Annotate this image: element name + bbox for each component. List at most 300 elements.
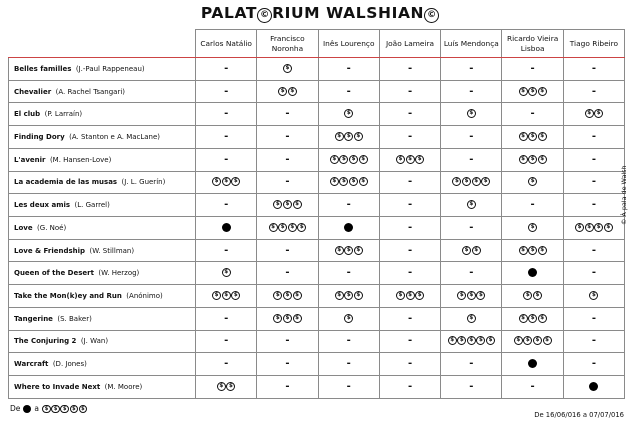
no-rating-dash: - xyxy=(285,244,290,256)
film-cell xyxy=(9,330,196,353)
coin-icon: $ xyxy=(293,291,302,300)
coin-icon: $ xyxy=(519,155,528,164)
critic-header: Francisco Noronha xyxy=(257,30,318,58)
coin-icon: $ xyxy=(396,155,405,164)
rating-cell xyxy=(441,103,502,126)
date-range: De 16/06/016 a 07/07/016 xyxy=(534,411,624,419)
coin-icon: $ xyxy=(293,314,302,323)
rating-cell xyxy=(563,376,624,399)
coin-icon: $ xyxy=(457,336,466,345)
film-title: Love & Friendship xyxy=(14,246,86,255)
coin-icon: $ xyxy=(448,336,457,345)
film-director: (D. Jones) xyxy=(52,360,87,369)
coin-icon: $ xyxy=(415,155,424,164)
rating-cell xyxy=(196,58,257,81)
film-row xyxy=(9,217,625,240)
film-rows xyxy=(9,58,625,399)
coin-icon: $ xyxy=(585,223,594,232)
coin-icon: $ xyxy=(523,291,532,300)
no-rating-dash: - xyxy=(285,108,290,120)
coin-icon: $ xyxy=(344,314,353,323)
coin-icon: $ xyxy=(476,336,485,345)
film-row xyxy=(9,376,625,399)
film-row xyxy=(9,262,625,285)
rating-cell xyxy=(318,307,379,330)
rating-cell xyxy=(441,239,502,262)
rating-cell xyxy=(196,103,257,126)
rating-cell xyxy=(563,126,624,149)
rating-cell xyxy=(318,353,379,376)
rating-cell xyxy=(379,330,440,353)
no-rating-dash: - xyxy=(407,108,413,120)
rating-cell xyxy=(257,376,318,399)
coin-icon: $ xyxy=(212,177,221,186)
coin-icon: $ xyxy=(415,291,424,300)
dot-icon xyxy=(222,223,231,232)
rating-cell xyxy=(257,194,318,217)
legend-coins xyxy=(42,404,87,413)
rating-cell xyxy=(563,103,624,126)
film-director: (W. Stillman) xyxy=(89,246,135,255)
coin-icon: $ xyxy=(297,223,306,232)
rating-cell xyxy=(441,376,502,399)
rating-cell xyxy=(196,330,257,353)
coin-icon: $ xyxy=(467,200,476,209)
critic-header: Tiago Ribeiro xyxy=(563,30,624,58)
no-rating-dash: - xyxy=(591,131,596,143)
coin-icon: $ xyxy=(273,314,282,323)
coin-icon: $ xyxy=(604,223,613,232)
rating-cell xyxy=(502,307,563,330)
rating-cell xyxy=(257,126,318,149)
coin-icon: $ xyxy=(528,132,537,141)
rating-cell xyxy=(257,103,318,126)
rating-cell xyxy=(441,194,502,217)
title-text-start: PALAT xyxy=(200,4,258,22)
no-rating-dash: - xyxy=(591,62,596,74)
rating-cell xyxy=(196,194,257,217)
film-title: Tangerine xyxy=(14,314,53,323)
coin-icon: $ xyxy=(528,87,537,96)
rating-cell xyxy=(379,353,440,376)
rating-cell xyxy=(441,217,502,240)
title-text-end: RIUM WALSHIAN xyxy=(272,4,425,22)
rating-cell xyxy=(441,148,502,171)
rating-cell xyxy=(196,126,257,149)
rating-cell xyxy=(318,217,379,240)
no-rating-dash: - xyxy=(224,131,229,143)
no-rating-dash: - xyxy=(591,85,596,97)
no-rating-dash: - xyxy=(530,108,535,120)
rating-cell xyxy=(257,353,318,376)
film-title: Finding Dory xyxy=(14,133,65,142)
critic-header: Inês Lourenço xyxy=(318,30,379,58)
rating-cell xyxy=(379,285,440,308)
rating-cell xyxy=(257,171,318,194)
rating-cell xyxy=(318,58,379,81)
rating-cell xyxy=(563,353,624,376)
film-cell xyxy=(9,239,196,262)
film-row xyxy=(9,80,625,103)
coin-icon: $ xyxy=(585,109,594,118)
coin-icon: $ xyxy=(231,177,240,186)
coin-icon: $ xyxy=(472,246,481,255)
critic-header: Luís Mendonça xyxy=(441,30,502,58)
film-director: (P. Larraín) xyxy=(44,110,83,119)
rating-cell xyxy=(563,80,624,103)
film-row xyxy=(9,58,625,81)
coin-icon: $ xyxy=(330,155,339,164)
rating-cell xyxy=(563,171,624,194)
film-cell xyxy=(9,262,196,285)
no-rating-dash: - xyxy=(346,358,351,370)
no-rating-dash: - xyxy=(469,62,474,74)
rating-cell xyxy=(379,171,440,194)
no-rating-dash: - xyxy=(224,358,229,370)
coin-icon: $ xyxy=(594,223,603,232)
film-director: (A. Rachel Tsangari) xyxy=(55,87,125,96)
no-rating-dash: - xyxy=(285,335,290,347)
film-row xyxy=(9,239,625,262)
rating-cell xyxy=(318,285,379,308)
film-cell xyxy=(9,148,196,171)
coin-icon: $ xyxy=(467,314,476,323)
coin-icon: $ xyxy=(354,246,363,255)
rating-cell xyxy=(379,58,440,81)
film-director: (J. L. Guerín) xyxy=(121,178,166,187)
film-director: (L. Garrel) xyxy=(74,201,110,210)
film-row xyxy=(9,103,625,126)
no-rating-dash: - xyxy=(530,381,535,393)
film-title: Queen of the Desert xyxy=(14,269,94,278)
rating-cell xyxy=(318,239,379,262)
coin-icon: $ xyxy=(543,336,552,345)
critic-header: João Lameira xyxy=(379,30,440,58)
rating-cell xyxy=(379,126,440,149)
rating-cell xyxy=(563,262,624,285)
rating-cell xyxy=(257,58,318,81)
coin-icon: $ xyxy=(222,291,231,300)
film-title: Take the Mon(k)ey and Run xyxy=(14,292,122,301)
film-title: El club xyxy=(14,110,41,119)
no-rating-dash: - xyxy=(469,85,474,97)
no-rating-dash: - xyxy=(346,199,351,211)
rating-cell xyxy=(379,80,440,103)
rating-cell xyxy=(502,376,563,399)
film-cell xyxy=(9,353,196,376)
rating-cell xyxy=(441,353,502,376)
coin-icon: $ xyxy=(335,291,344,300)
coin-icon: $ xyxy=(222,268,231,277)
coin-icon: $ xyxy=(344,132,353,141)
rating-cell xyxy=(257,148,318,171)
no-rating-dash: - xyxy=(591,176,596,188)
coin-icon: $ xyxy=(538,314,547,323)
no-rating-dash: - xyxy=(469,153,474,165)
coin-icon: $ xyxy=(462,246,471,255)
rating-cell xyxy=(379,217,440,240)
no-rating-dash: - xyxy=(591,358,596,370)
no-rating-dash: - xyxy=(224,85,229,97)
film-row xyxy=(9,148,625,171)
rating-cell xyxy=(502,194,563,217)
film-director: (M. Moore) xyxy=(104,383,143,392)
no-rating-dash: - xyxy=(224,108,229,120)
film-title: La academia de las musas xyxy=(14,178,118,187)
no-rating-dash: - xyxy=(530,62,535,74)
rating-cell xyxy=(563,194,624,217)
coin-icon: $ xyxy=(339,177,348,186)
coin-icon: $ xyxy=(406,155,415,164)
rating-cell xyxy=(563,217,624,240)
rating-cell xyxy=(257,285,318,308)
rating-cell xyxy=(318,80,379,103)
coin-icon: $ xyxy=(283,314,292,323)
coin-icon: $ xyxy=(575,223,584,232)
rating-cell xyxy=(563,148,624,171)
no-rating-dash: - xyxy=(407,358,413,370)
coin-icon: $ xyxy=(538,155,547,164)
coin-icon: $ xyxy=(467,109,476,118)
rating-cell xyxy=(196,307,257,330)
coin-icon: $ xyxy=(278,223,287,232)
coin-icon: $ xyxy=(406,291,415,300)
rating-cell xyxy=(196,148,257,171)
no-rating-dash: - xyxy=(469,267,474,279)
coin-icon: $ xyxy=(589,291,598,300)
film-title: L'avenir xyxy=(14,155,46,164)
film-director: (A. Stanton e A. MacLane) xyxy=(69,133,161,142)
coin-icon: $ xyxy=(519,132,528,141)
coin-icon: $ xyxy=(349,155,358,164)
no-rating-dash: - xyxy=(346,381,351,393)
coin-icon: $ xyxy=(273,291,282,300)
no-rating-dash: - xyxy=(285,176,290,188)
coin-icon: $ xyxy=(269,223,278,232)
rating-cell xyxy=(318,171,379,194)
no-rating-dash: - xyxy=(591,267,596,279)
coin-icon: $ xyxy=(335,132,344,141)
rating-cell xyxy=(563,330,624,353)
no-rating-dash: - xyxy=(285,358,290,370)
rating-cell xyxy=(502,58,563,81)
no-rating-dash: - xyxy=(469,358,474,370)
no-rating-dash: - xyxy=(224,312,229,324)
coin-icon: $ xyxy=(344,291,353,300)
coin-icon: $ xyxy=(467,336,476,345)
critic-header: Carlos Natálio xyxy=(196,30,257,58)
coin-icon: $ xyxy=(51,405,60,414)
no-rating-dash: - xyxy=(224,153,229,165)
film-director: (W. Herzog) xyxy=(98,269,140,278)
rating-cell xyxy=(257,217,318,240)
coin-icon: $ xyxy=(396,291,405,300)
film-cell xyxy=(9,80,196,103)
legend-prefix: De xyxy=(10,404,21,414)
coin-icon: $ xyxy=(457,291,466,300)
rating-cell xyxy=(257,262,318,285)
coin-icon: $ xyxy=(344,246,353,255)
rating-cell xyxy=(318,148,379,171)
rating-cell xyxy=(318,330,379,353)
dot-icon xyxy=(528,268,537,277)
rating-cell xyxy=(502,217,563,240)
film-cell xyxy=(9,376,196,399)
no-rating-dash: - xyxy=(407,131,413,143)
rating-cell xyxy=(196,239,257,262)
no-rating-dash: - xyxy=(469,221,474,233)
rating-cell xyxy=(441,262,502,285)
no-rating-dash: - xyxy=(407,176,413,188)
legend-middle: a xyxy=(34,404,39,414)
film-cell xyxy=(9,103,196,126)
coin-icon: $ xyxy=(519,87,528,96)
rating-cell xyxy=(502,126,563,149)
coin-icon: $ xyxy=(354,132,363,141)
rating-cell xyxy=(257,80,318,103)
no-rating-dash: - xyxy=(591,244,596,256)
coin-icon: $ xyxy=(283,200,292,209)
rating-cell xyxy=(563,285,624,308)
coin-icon: $ xyxy=(476,291,485,300)
film-cell xyxy=(9,171,196,194)
no-rating-dash: - xyxy=(346,85,351,97)
coin-icon: $ xyxy=(79,405,88,414)
no-rating-dash: - xyxy=(224,335,229,347)
rating-cell xyxy=(318,376,379,399)
film-row xyxy=(9,126,625,149)
no-rating-dash: - xyxy=(224,199,229,211)
film-title: Belles familles xyxy=(14,64,72,73)
rating-cell xyxy=(318,262,379,285)
film-row xyxy=(9,353,625,376)
dot-icon xyxy=(528,359,537,368)
rating-cell xyxy=(502,285,563,308)
no-rating-dash: - xyxy=(285,153,290,165)
no-rating-dash: - xyxy=(407,62,413,74)
coin-icon: $ xyxy=(472,177,481,186)
coin-icon: $ xyxy=(283,291,292,300)
coin-icon: $ xyxy=(226,382,235,391)
title-o-symbol: © xyxy=(257,8,272,23)
coin-icon: $ xyxy=(481,177,490,186)
no-rating-dash: - xyxy=(346,267,351,279)
coin-icon: $ xyxy=(293,200,302,209)
no-rating-dash: - xyxy=(346,335,351,347)
coin-icon: $ xyxy=(523,336,532,345)
film-cell xyxy=(9,194,196,217)
coin-icon: $ xyxy=(349,177,358,186)
film-row xyxy=(9,171,625,194)
header-row xyxy=(9,30,625,58)
coin-icon: $ xyxy=(217,382,226,391)
no-rating-dash: - xyxy=(591,199,596,211)
header-corner xyxy=(9,30,196,58)
rating-cell xyxy=(441,58,502,81)
rating-cell xyxy=(502,171,563,194)
rating-cell xyxy=(502,148,563,171)
no-rating-dash: - xyxy=(407,267,413,279)
coin-icon: $ xyxy=(519,314,528,323)
no-rating-dash: - xyxy=(224,62,229,74)
coin-icon: $ xyxy=(359,177,368,186)
film-row xyxy=(9,330,625,353)
rating-cell xyxy=(196,171,257,194)
coin-icon: $ xyxy=(533,291,542,300)
film-cell xyxy=(9,307,196,330)
film-director: (G. Noé) xyxy=(37,223,67,232)
rating-cell xyxy=(196,376,257,399)
no-rating-dash: - xyxy=(407,244,413,256)
coin-icon: $ xyxy=(462,177,471,186)
no-rating-dash: - xyxy=(591,312,596,324)
no-rating-dash: - xyxy=(407,221,413,233)
rating-cell xyxy=(441,307,502,330)
coin-icon: $ xyxy=(359,155,368,164)
rating-cell xyxy=(196,262,257,285)
rating-cell xyxy=(379,307,440,330)
coin-icon: $ xyxy=(278,87,287,96)
coin-icon: $ xyxy=(231,291,240,300)
coin-icon: $ xyxy=(486,336,495,345)
rating-cell xyxy=(563,307,624,330)
no-rating-dash: - xyxy=(407,335,413,347)
film-cell xyxy=(9,217,196,240)
coin-icon: $ xyxy=(467,291,476,300)
rating-cell xyxy=(379,376,440,399)
no-rating-dash: - xyxy=(346,62,351,74)
rating-cell xyxy=(563,58,624,81)
no-rating-dash: - xyxy=(407,85,413,97)
film-row xyxy=(9,194,625,217)
coin-icon: $ xyxy=(283,64,292,73)
no-rating-dash: - xyxy=(407,199,413,211)
film-cell xyxy=(9,58,196,81)
rating-cell xyxy=(441,171,502,194)
coin-icon: $ xyxy=(528,314,537,323)
rating-cell xyxy=(502,103,563,126)
rating-cell xyxy=(379,103,440,126)
title-end-symbol: © xyxy=(424,8,439,23)
no-rating-dash: - xyxy=(407,312,413,324)
coin-icon: $ xyxy=(354,291,363,300)
rating-cell xyxy=(502,80,563,103)
film-title: Chevalier xyxy=(14,87,52,96)
rating-cell xyxy=(379,239,440,262)
rating-cell xyxy=(257,307,318,330)
coin-icon: $ xyxy=(528,177,537,186)
film-title: Love xyxy=(14,223,33,232)
coin-icon: $ xyxy=(533,336,542,345)
rating-cell xyxy=(379,194,440,217)
rating-cell xyxy=(318,126,379,149)
film-director: (Anónimo) xyxy=(126,292,163,301)
rating-cell xyxy=(441,80,502,103)
coin-icon: $ xyxy=(339,155,348,164)
rating-cell xyxy=(502,262,563,285)
no-rating-dash: - xyxy=(591,153,596,165)
coin-icon: $ xyxy=(335,246,344,255)
film-row xyxy=(9,307,625,330)
no-rating-dash: - xyxy=(285,267,290,279)
coin-icon: $ xyxy=(70,405,79,414)
coin-icon: $ xyxy=(538,132,547,141)
rating-cell xyxy=(257,239,318,262)
film-title: The Conjuring 2 xyxy=(14,337,77,346)
coin-icon: $ xyxy=(330,177,339,186)
film-title: Les deux amis xyxy=(14,201,71,210)
coin-icon: $ xyxy=(528,246,537,255)
